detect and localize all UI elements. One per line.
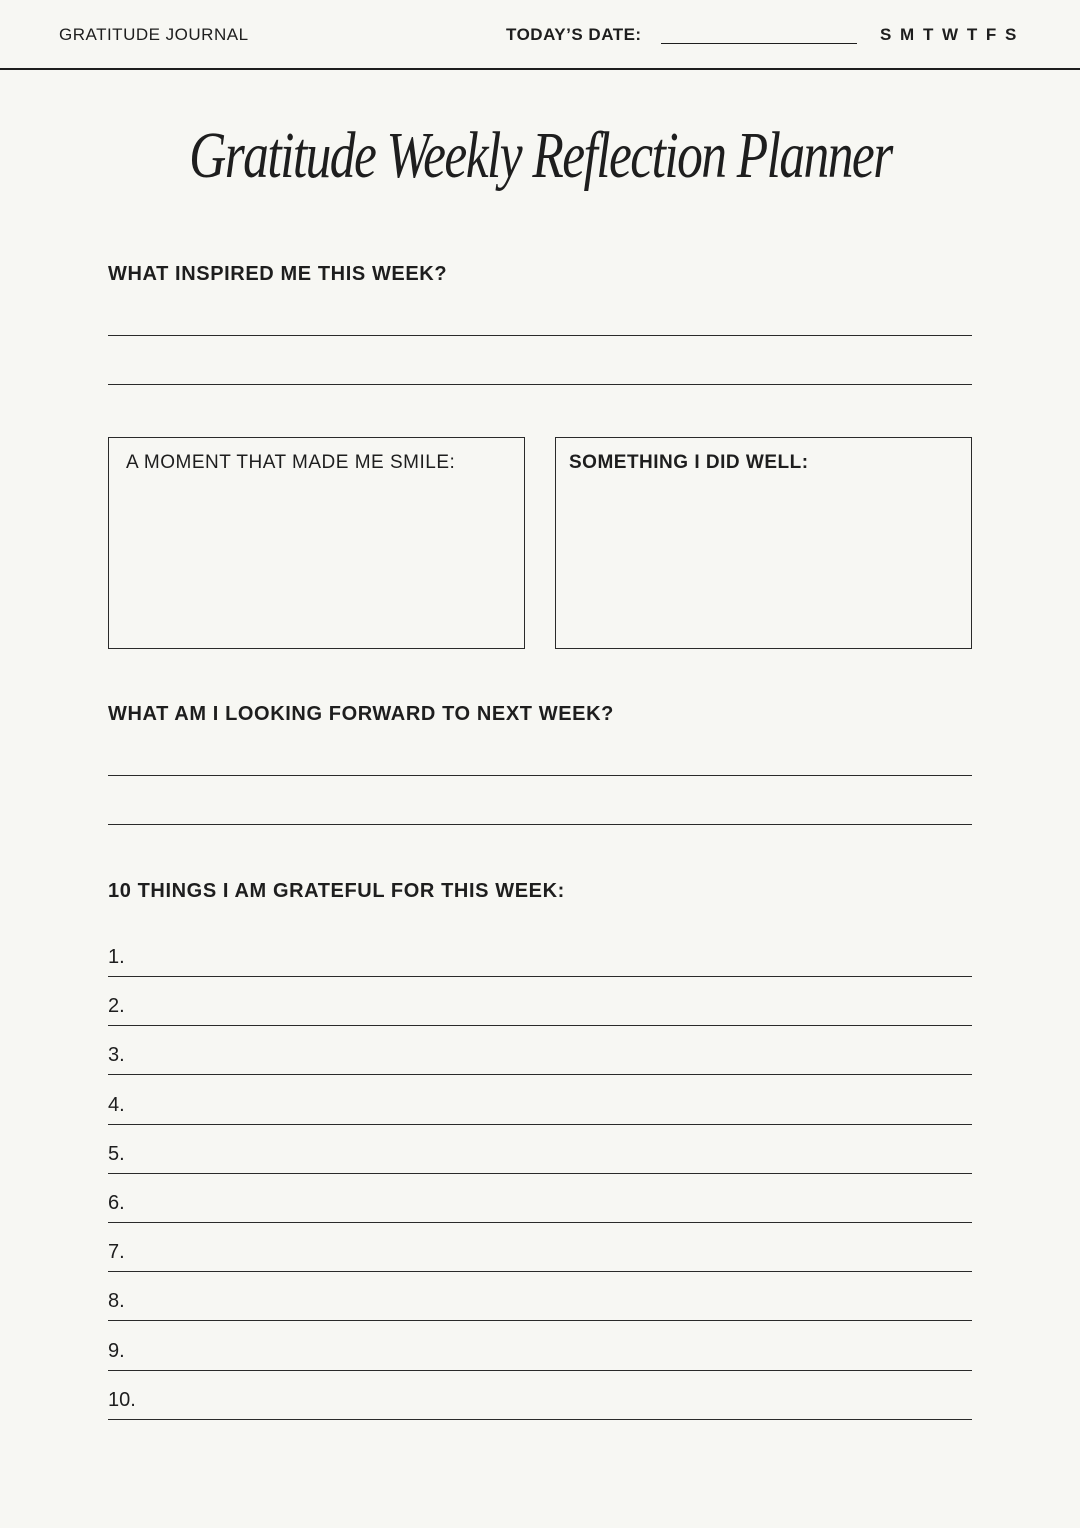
grateful-item-line[interactable] <box>108 1074 972 1075</box>
writing-line[interactable] <box>108 775 972 776</box>
grateful-item-number: 7. <box>108 1241 125 1264</box>
heading-forward: WHAT AM I LOOKING FORWARD TO NEXT WEEK? <box>108 703 614 725</box>
smile-box[interactable] <box>108 437 525 649</box>
heading-inspired: WHAT INSPIRED ME THIS WEEK? <box>108 263 448 285</box>
writing-line[interactable] <box>108 824 972 825</box>
grateful-item-number: 6. <box>108 1192 125 1214</box>
grateful-item-number: 9. <box>108 1339 125 1362</box>
grateful-item-number: 4. <box>108 1093 125 1116</box>
writing-line[interactable] <box>108 335 972 336</box>
grateful-item-line[interactable] <box>108 976 972 977</box>
grateful-item-number: 5. <box>108 1142 125 1165</box>
grateful-item-line[interactable] <box>108 1419 972 1420</box>
date-input-line[interactable] <box>661 43 857 44</box>
grateful-item-line[interactable] <box>108 1320 972 1321</box>
page-title-text: Gratitude Weekly Reflection Planner <box>188 119 892 192</box>
weekday-selector[interactable]: S M T W T F S <box>880 25 1019 44</box>
grateful-item-number: 8. <box>108 1290 125 1313</box>
heading-grateful: 10 THINGS I AM GRATEFUL FOR THIS WEEK: <box>108 880 565 902</box>
grateful-item-number: 2. <box>108 995 125 1018</box>
grateful-item-line[interactable] <box>108 1124 972 1125</box>
page-title <box>0 118 1080 194</box>
grateful-item-line[interactable] <box>108 1222 972 1223</box>
grateful-item-line[interactable] <box>108 1173 972 1174</box>
journal-label: GRATITUDE JOURNAL <box>59 25 249 44</box>
grateful-item-number: 3. <box>108 1044 125 1067</box>
grateful-item-line[interactable] <box>108 1025 972 1026</box>
grateful-item-line[interactable] <box>108 1370 972 1371</box>
grateful-item-line[interactable] <box>108 1271 972 1272</box>
smile-box-label: A MOMENT THAT MADE ME SMILE: <box>126 452 456 473</box>
did-well-box[interactable] <box>555 437 972 649</box>
grateful-item-number: 1. <box>108 946 125 968</box>
did-well-box-label: SOMETHING I DID WELL: <box>569 452 809 473</box>
writing-line[interactable] <box>108 384 972 385</box>
grateful-item-number: 10. <box>108 1388 136 1411</box>
header-divider <box>0 68 1080 70</box>
date-label: TODAY’S DATE: <box>506 25 642 44</box>
